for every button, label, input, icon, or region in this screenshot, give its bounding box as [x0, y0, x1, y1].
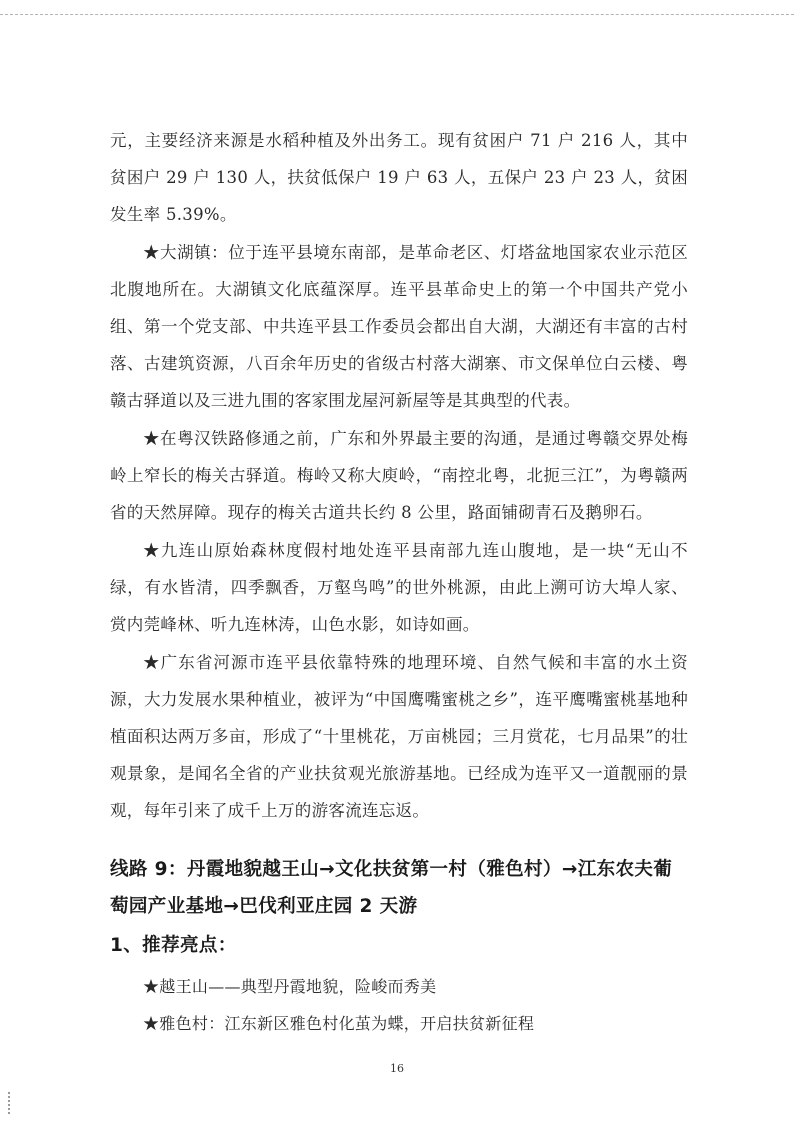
route-heading: 线路 9：丹霞地貌越王山→文化扶贫第一村（雅色村）→江东农夫葡萄园产业基地→巴伐利亚庄园 2 天游	[110, 859, 673, 917]
scan-margin-mark	[8, 1092, 10, 1114]
paragraph-meiguan-road: ★在粤汉铁路修通之前，广东和外界最主要的沟通，是通过粤赣交界处梅岭上窄长的梅关古驿道。梅岭又称大庾岭，“南控北粤，北扼三江”，为粤赣两省的天然屏障。现存的梅关古道共长约 8 公里，路面铺砌青石及鹅卵石。	[110, 429, 688, 522]
header-rule	[0, 14, 794, 15]
paragraph-dahu-town: ★大湖镇：位于连平县境东南部，是革命老区、灯塔盆地国家农业示范区北腹地所在。大湖镇文化底蕴深厚。连平县革命史上的第一个中国共产党小组、第一个党支部、中共连平县工作委员会都出自大湖，大湖还有丰富的古村落、古建筑资源，八百余年历史的省级古村落大湖寨、市文保单位白云楼、粤赣古驿道以及三进九围的客家围龙屋河新屋等是其典型的代表。	[110, 243, 688, 410]
paragraph-continuation: 元，主要经济来源是水稻种植及外出务工。现有贫困户 71 户 216 人，其中贫困户 29 户 130 人，扶贫低保户 19 户 63 人，五保户 23 户 23 人，贫困发生率 5.39%。	[110, 131, 688, 224]
page-number: 16	[390, 1062, 404, 1075]
paragraph-peach-base: ★广东省河源市连平县依靠特殊的地理环境、自然气候和丰富的水土资源，大力发展水果种植业，被评为“中国鹰嘴蜜桃之乡”，连平鹰嘴蜜桃基地种植面积达两万多亩，形成了“十里桃花，万亩桃园；三月赏花，七月品果”的壮观景象，是闻名全省的产业扶贫观光旅游基地。已经成为连平又一道靓丽的景观，每年引来了成千上万的游客流连忘返。	[110, 653, 688, 820]
paragraph-jiulian-mountain: ★九连山原始森林度假村地处连平县南部九连山腹地，是一块“无山不绿，有水皆清，四季飘香，万壑鸟鸣”的世外桃源，由此上溯可访大埠人家、赏内莞峰林、听九连林涛，山色水影，如诗如画。	[110, 541, 688, 634]
document-body	[110, 122, 688, 1042]
highlights-subheading: 1、推荐亮点：	[110, 935, 237, 956]
highlight-item: ★雅色村：江东新区雅色村化茧为蝶，开启扶贫新征程	[143, 1014, 535, 1033]
highlight-item: ★越王山——典型丹霞地貌，险峻而秀美	[143, 977, 437, 996]
